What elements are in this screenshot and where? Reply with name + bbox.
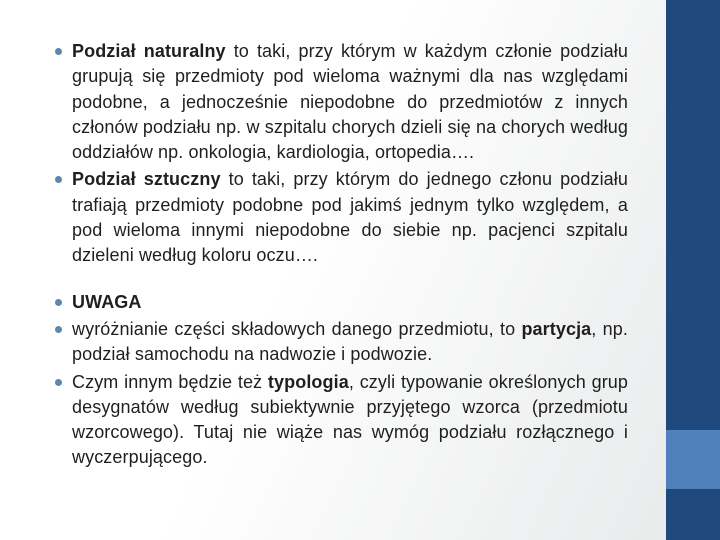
- bullet-term: Podział naturalny: [72, 41, 226, 61]
- bullet-dot-icon: [55, 176, 62, 183]
- bullet-podzial-naturalny: [72, 39, 628, 165]
- bullet-body: , czyli typowanie określonych grup desygnatów według subiektywnie przyjętego wzorca (przedmiotu wzorcowego). Tutaj nie wiąże nas wymóg podziału rozłącznego i wyczerpującego.: [72, 371, 629, 468]
- accent-square: [666, 430, 720, 489]
- bullet-dot-icon: [55, 326, 62, 333]
- slide-text-block: [0, 39, 628, 473]
- bullet-dot-icon: [55, 299, 62, 306]
- bullet-uwaga: [72, 290, 628, 315]
- bullet-body: to taki, przy którym do jednego członu podziału trafiają przedmioty podobne pod jakimś jednym tylko względem, a pod wieloma innymi niepodobne do siebie np. pacjenci szpitalu dzieleni według koloru oczu….: [72, 169, 628, 266]
- bullet-podzial-sztuczny: [72, 167, 628, 268]
- bullet-term: partycja: [521, 318, 592, 339]
- bullet-list: [0, 39, 628, 471]
- bullet-term: typologia: [267, 371, 349, 392]
- bullet-dot-icon: [55, 48, 62, 55]
- bullet-term: Podział sztuczny: [72, 169, 221, 190]
- bullet-dot-icon: [55, 379, 62, 386]
- bullet-partycja: [72, 317, 628, 368]
- bullet-term: UWAGA: [72, 291, 142, 312]
- bullet-body: , np. podział samochodu na nadwozie i podwozie.: [72, 318, 628, 365]
- bullet-body: Czym innym będzie też: [72, 371, 268, 392]
- bullet-body: to taki, przy którym w każdym członie podziału grupują się przedmioty pod wieloma ważnymi dla nas względami podobne, a jednocześnie niepodobne do przedmiotów z innych członów podziału np. w szpitalu chorych dzieli się na chorych według oddziałów np. onkologia, kardiologia, ortopedia….: [72, 41, 628, 163]
- bullet-typologia: [72, 370, 628, 471]
- bullet-body: wyróżnianie części składowych danego przedmiotu, to: [72, 318, 522, 339]
